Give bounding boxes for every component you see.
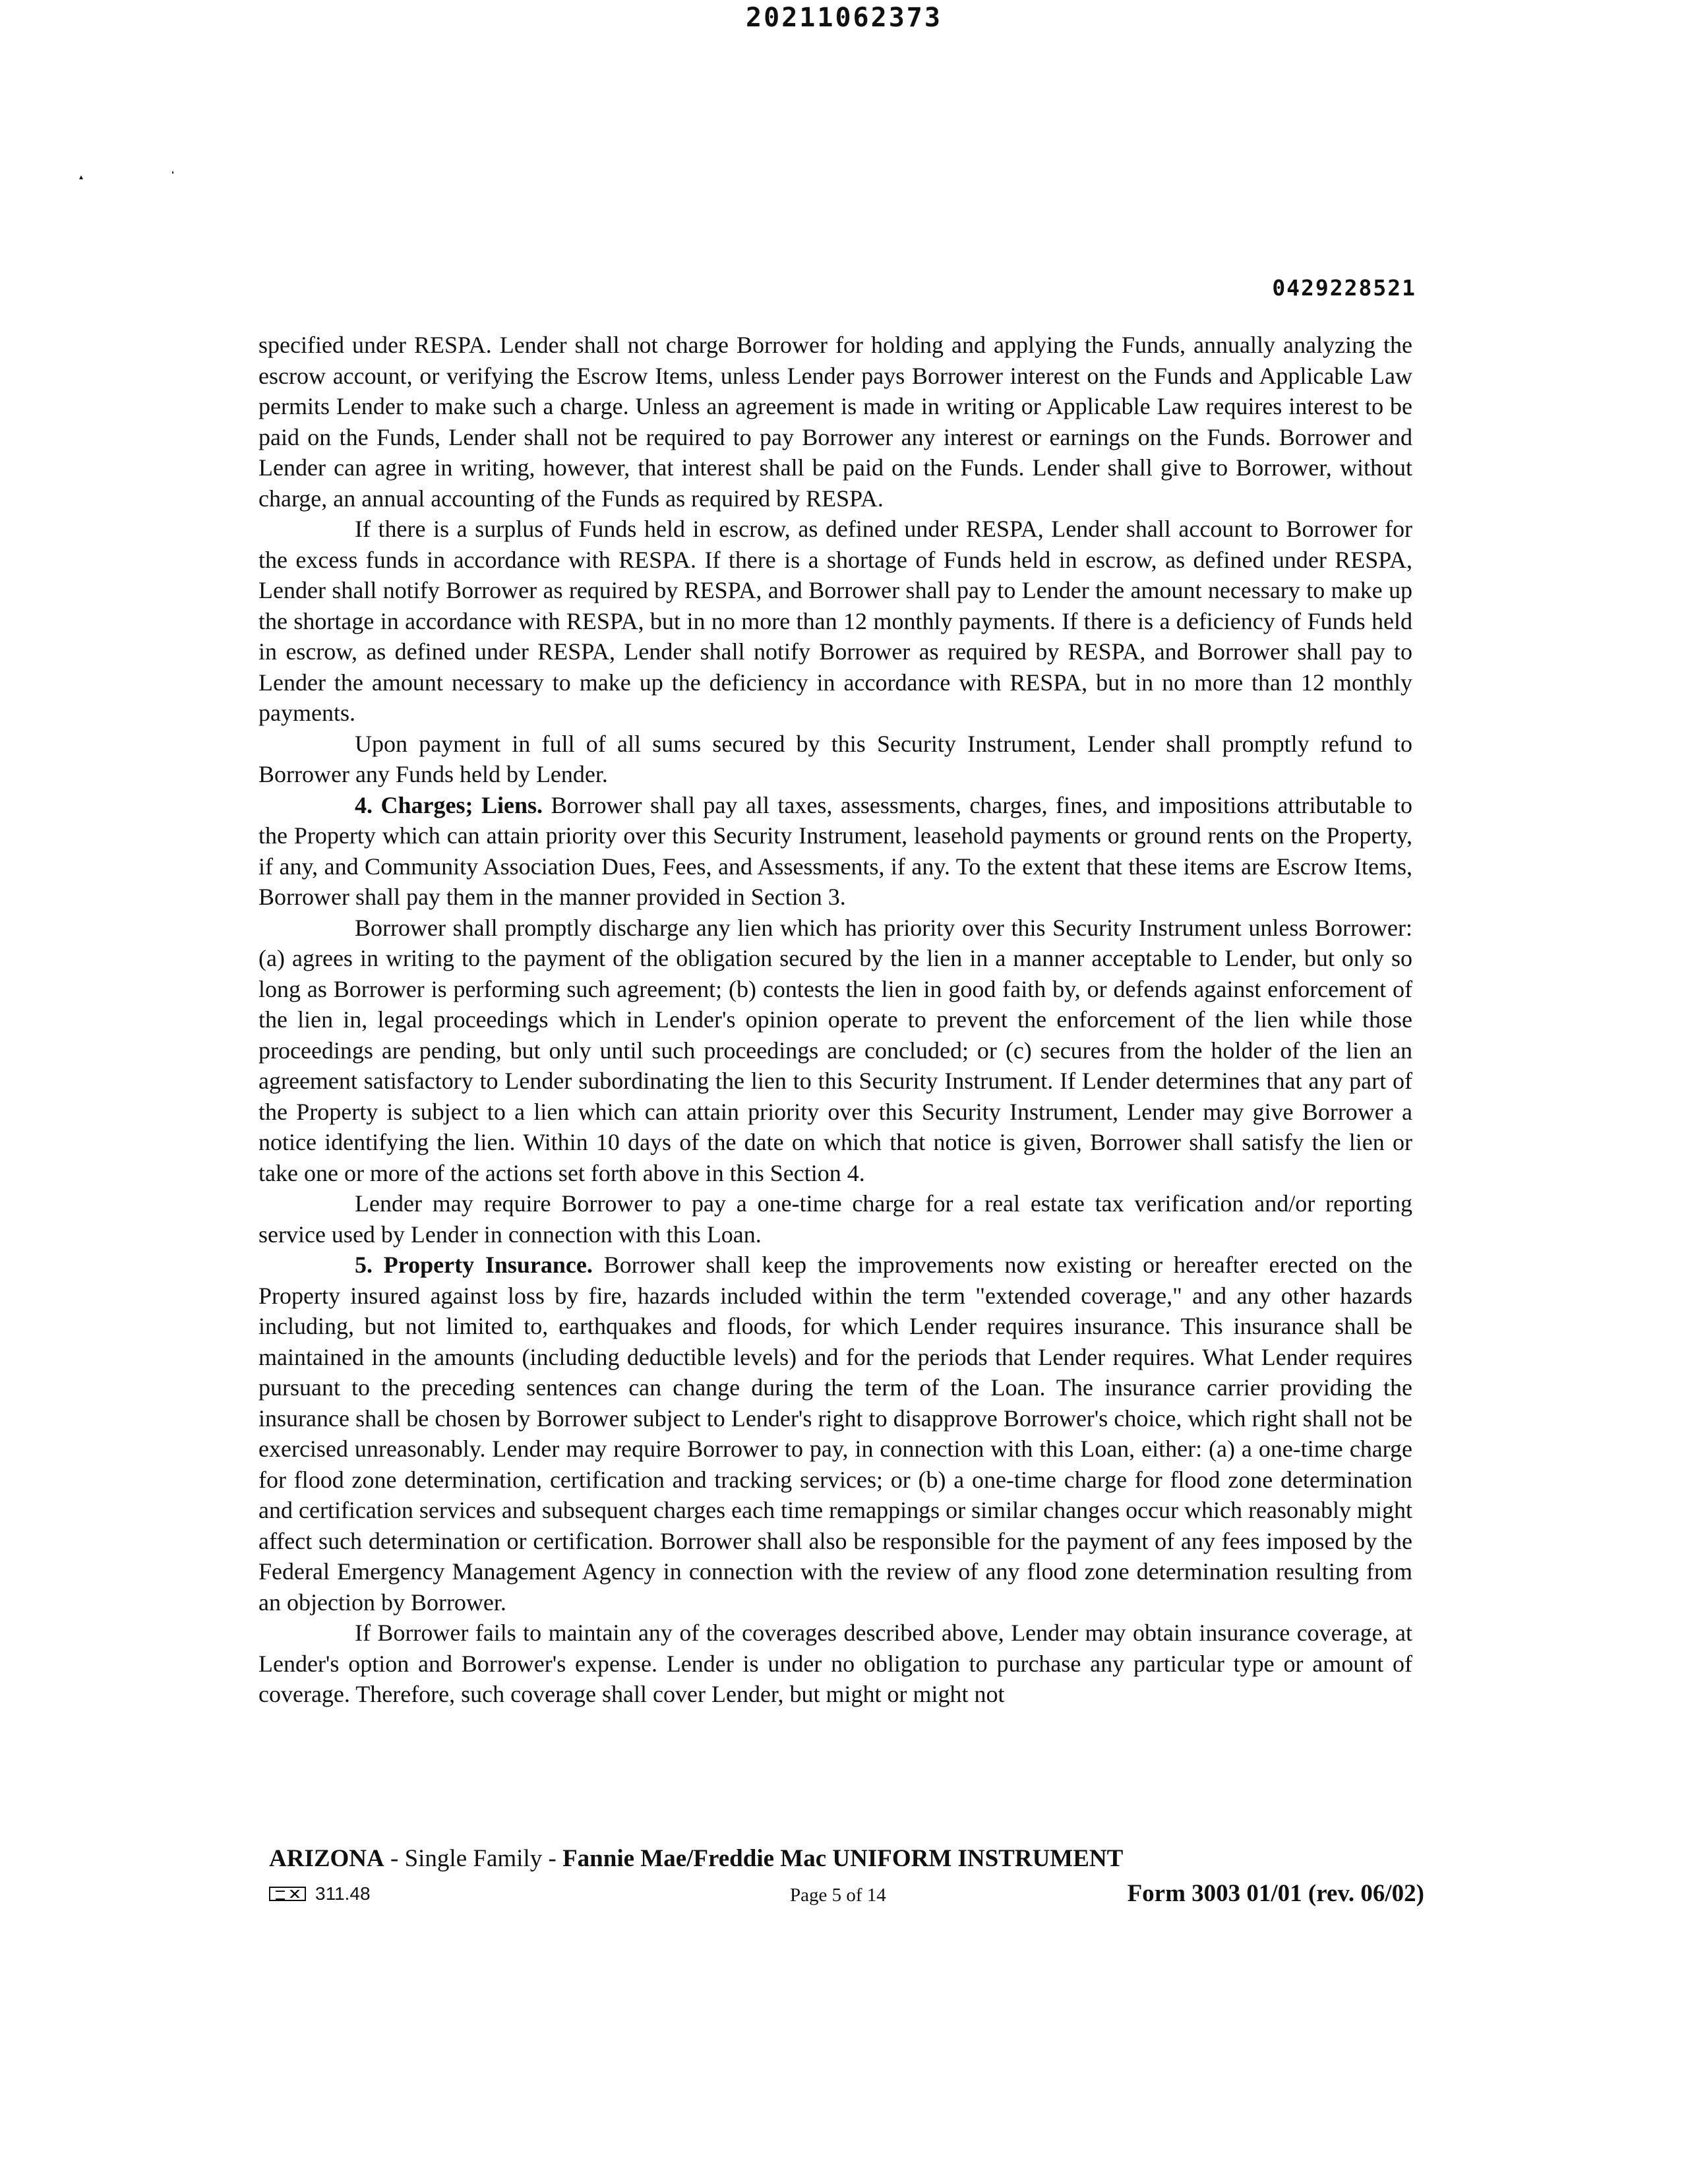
section-heading-charges-liens: 4. Charges; Liens. xyxy=(355,791,543,818)
paragraph xyxy=(258,330,1412,514)
paragraph xyxy=(258,1618,1412,1710)
paragraph xyxy=(258,729,1412,790)
paragraph-text: Borrower shall pay all taxes, assessments, charges, fines, and impositions attributable to the Property which can attain priority over this Security Instrument, leasehold payments or ground rents on the Property, if any, and Community Association Dues, Fees, and Assessments, if any. To the extent that these items are Escrow Items, Borrower shall pay them in the manner provided in Section 3. xyxy=(258,791,1413,910)
paragraph-text: Borrower shall promptly discharge any lien which has priority over this Security Instrument unless Borrower: (a) agrees in writing to the payment of the obligation secured by the lien in a manner acceptable to Lender, but only so long as Borrower is performing such agreement; (b) contests the lien in good faith by, or defends against enforcement of the lien in, legal proceedings which in Lender's opinion operate to prevent the enforcement of the lien while those proceedings are pending, but only until such proceedings are concluded; or (c) secures from the holder of the lien an agreement satisfactory to Lender subordinating the lien to this Security Instrument. If Lender determines that any part of the Property is subject to a lien which can attain priority over this Security Instrument, Lender may give Borrower a notice identifying the lien. Within 10 days of the date on which that notice is given, Borrower shall satisfy the lien or take one or more of the actions set forth above in this Section 4. xyxy=(258,914,1412,1186)
footer-instrument-line xyxy=(269,1844,1123,1873)
footer-state: ARIZONA xyxy=(269,1845,384,1872)
scan-speck: ❛ xyxy=(171,169,174,179)
paragraph xyxy=(258,1250,1412,1618)
form-code: 311.48 xyxy=(315,1883,371,1904)
paragraph xyxy=(258,790,1412,913)
footer-family: Single Family xyxy=(404,1845,543,1872)
loan-number: 0429228521 xyxy=(1272,275,1416,301)
document-body xyxy=(258,330,1412,1710)
form-number: Form 3003 01/01 (rev. 06/02) xyxy=(1127,1880,1424,1907)
paragraph xyxy=(258,514,1412,729)
page-number: Page 5 of 14 xyxy=(790,1885,886,1906)
form-code-group xyxy=(269,1883,371,1904)
footer-separator: - xyxy=(384,1845,405,1872)
footer-form-line xyxy=(269,1881,1424,1910)
paragraph xyxy=(258,913,1412,1189)
paragraph xyxy=(258,1188,1412,1250)
paragraph-text: If Borrower fails to maintain any of the coverages described above, Lender may obtain insurance coverage, at Lender's option and Borrower's expense. Lender is under no obligation to purchase any particular type or amount of coverage. Therefore, such coverage shall cover Lender, but might or might not xyxy=(258,1620,1412,1707)
footer-separator: - xyxy=(542,1845,563,1872)
paragraph-text: Lender may require Borrower to pay a one-time charge for a real estate tax verification and/or reporting service used by Lender in connection with this Loan. xyxy=(258,1190,1412,1248)
paragraph-text: Upon payment in full of all sums secured by this Security Instrument, Lender shall promptly refund to Borrower any Funds held by Lender. xyxy=(258,730,1412,787)
paragraph-text: specified under RESPA. Lender shall not charge Borrower for holding and applying the Funds, annually analyzing the escrow account, or verifying the Escrow Items, unless Lender pays Borrower interest on the Funds and Applicable Law permits Lender to make such a charge. Unless an agreement is made in writing or Applicable Law requires interest to be paid on the Funds, Lender shall not be required to pay Borrower any interest or earnings on the Funds. Borrower and Lender can agree in writing, however, that interest shall be paid on the Funds. Lender shall give to Borrower, without charge, an annual accounting of the Funds as required by RESPA. xyxy=(258,332,1412,512)
scan-speck: ▴ xyxy=(79,172,84,181)
paragraph-text: If there is a surplus of Funds held in escrow, as defined under RESPA, Lender shall account to Borrower for the excess funds in accordance with RESPA. If there is a shortage of Funds held in escrow, as defined under RESPA, Lender shall notify Borrower as required by RESPA, and Borrower shall pay to Lender the amount necessary to make up the shortage in accordance with RESPA, but in no more than 12 monthly payments. If there is a deficiency of Funds held in escrow, as defined under RESPA, Lender shall notify Borrower as required by RESPA, and Borrower shall pay to Lender the amount necessary to make up the deficiency in accordance with RESPA, but in no more than 12 monthly payments. xyxy=(258,516,1412,726)
section-heading-property-insurance: 5. Property Insurance. xyxy=(355,1252,593,1278)
footer-instrument: Fannie Mae/Freddie Mac UNIFORM INSTRUMENT xyxy=(562,1845,1124,1872)
form-logo-icon xyxy=(269,1887,306,1901)
recording-number: 20211062373 xyxy=(746,3,942,33)
paragraph-text: Borrower shall keep the improvements now existing or hereafter erected on the Property insured against loss by fire, hazards included within the term "extended coverage," and any other hazards including, but not limited to, earthquakes and floods, for which Lender requires insurance. This insurance shall be maintained in the amounts (including deductible levels) and for the periods that Lender requires. What Lender requires pursuant to the preceding sentences can change during the term of the Loan. The insurance carrier providing the insurance shall be chosen by Borrower subject to Lender's right to disapprove Borrower's choice, which right shall not be exercised unreasonably. Lender may require Borrower to pay, in connection with this Loan, either: (a) a one-time charge for flood zone determination, certification and tracking services; or (b) a one-time charge for flood zone determination and certification services and subsequent charges each time remappings or similar changes occur which reasonably might affect such determination or certification. Borrower shall also be responsible for the payment of any fees imposed by the Federal Emergency Management Agency in connection with the review of any flood zone determination resulting from an objection by Borrower. xyxy=(258,1252,1412,1616)
